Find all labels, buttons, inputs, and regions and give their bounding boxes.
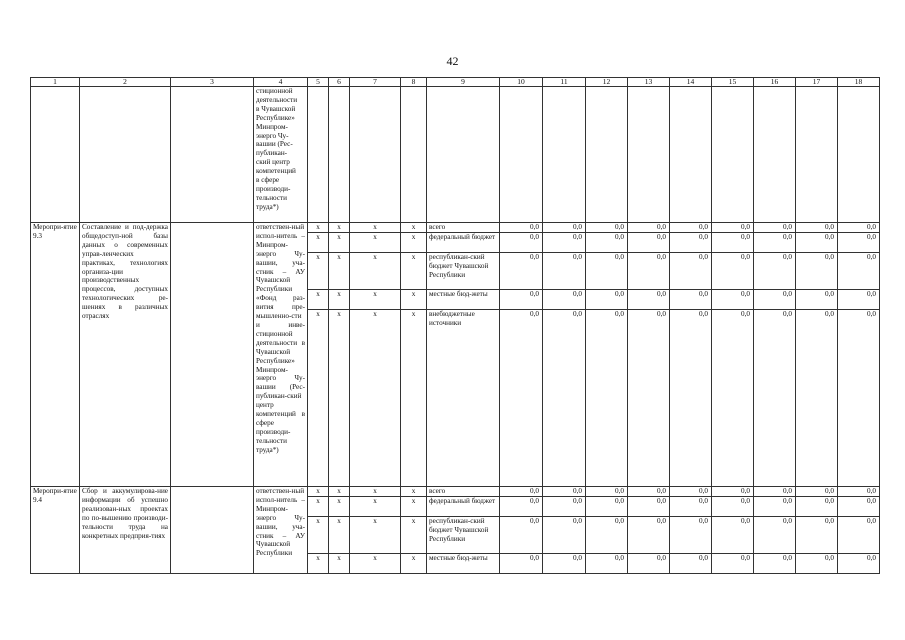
header-col-3: 3 [171,78,254,87]
amount-cell: 0,0 [838,487,880,497]
amount-cell: 0,0 [543,517,586,554]
header-col-10: 10 [500,78,543,87]
amount-cell: 0,0 [500,233,543,253]
x-mark: x [329,223,350,233]
funding-source: местные бюд-жеты [427,554,500,574]
amount-cell: 0,0 [543,487,586,497]
measure-col3 [171,223,254,487]
x-mark: x [350,253,401,290]
funding-source: федеральный бюджет [427,497,500,517]
amount-cell: 0,0 [500,253,543,290]
x-mark: x [308,233,329,253]
x-mark: x [350,223,401,233]
amount-cell: 0,0 [712,497,754,517]
executor-line: стиционной [256,87,293,95]
amount-cell: 0,0 [586,233,628,253]
amount-cell: 0,0 [712,517,754,554]
amount-cell: 0,0 [586,223,628,233]
amount-cell: 0,0 [754,290,796,310]
header-col-18: 18 [838,78,880,87]
header-col-8: 8 [401,78,427,87]
amount-cell: 0,0 [838,310,880,487]
header-col-14: 14 [670,78,712,87]
x-mark: x [401,310,427,487]
x-mark: x [350,310,401,487]
measure-title: Составление и под-держка общедоступ-ной базы данных о современных управ-ленческих практиках, технологиях организа-ции производственных процессов, доступных технологических ре-шениях в различных отраслях [80,223,171,487]
amount-cell: 0,0 [754,497,796,517]
executor-line: тельности [256,193,287,202]
x-mark: x [329,310,350,487]
measure-col3 [171,487,254,574]
page-number: 42 [446,54,459,68]
amount-cell: 0,0 [670,290,712,310]
amount-cell: 0,0 [500,310,543,487]
header-col-1: 1 [31,78,80,87]
x-mark: x [329,487,350,497]
cont-col3 [171,87,254,223]
amount-cell: 0,0 [500,290,543,310]
header-row [31,78,880,87]
cont-col2 [80,87,171,223]
x-mark: x [329,517,350,554]
amount-cell: 0,0 [628,487,670,497]
amount-cell: 0,0 [670,223,712,233]
amount-cell: 0,0 [838,517,880,554]
amount-cell: 0,0 [796,310,838,487]
x-mark: x [401,554,427,574]
amount-cell: 0,0 [838,223,880,233]
amount-cell: 0,0 [712,223,754,233]
x-mark: x [401,497,427,517]
x-mark: x [401,233,427,253]
x-mark: x [350,233,401,253]
x-mark: x [401,253,427,290]
amount-cell: 0,0 [712,310,754,487]
amount-cell: 0,0 [796,497,838,517]
amount-cell: 0,0 [796,517,838,554]
funding-source: всего [427,487,500,497]
funding-source: всего [427,223,500,233]
amount-cell: 0,0 [670,233,712,253]
x-mark: x [350,554,401,574]
x-mark: x [329,233,350,253]
amount-cell: 0,0 [670,310,712,487]
x-mark: x [350,487,401,497]
amount-cell: 0,0 [500,223,543,233]
amount-cell: 0,0 [796,223,838,233]
amount-cell: 0,0 [754,487,796,497]
header-col-11: 11 [543,78,586,87]
header-col-7: 7 [350,78,401,87]
funding-source: внебюджетные источники [427,310,500,487]
funding-source: республикан-ский бюджет Чувашской Республики [427,253,500,290]
continuation-row [31,87,880,223]
amount-cell: 0,0 [500,487,543,497]
measure-id: Меропри-ятие 9.3 [31,223,80,487]
x-mark: x [350,290,401,310]
x-mark: x [329,253,350,290]
x-mark: x [308,554,329,574]
header-col-9: 9 [427,78,500,87]
amount-cell: 0,0 [586,253,628,290]
amount-cell: 0,0 [628,554,670,574]
amount-cell: 0,0 [712,290,754,310]
amount-cell: 0,0 [670,253,712,290]
amount-cell: 0,0 [712,233,754,253]
x-mark: x [401,487,427,497]
amount-cell: 0,0 [838,497,880,517]
amount-cell: 0,0 [543,497,586,517]
amount-cell: 0,0 [500,517,543,554]
executor-line: труда*) [256,202,279,211]
funding-source: федеральный бюджет [427,233,500,253]
executor-line: энерго Чу- [256,131,289,140]
amount-cell: 0,0 [586,517,628,554]
executor-line: Минпром- [256,122,288,131]
x-mark: x [308,290,329,310]
amount-cell: 0,0 [543,223,586,233]
amount-cell: 0,0 [628,253,670,290]
header-col-6: 6 [329,78,350,87]
funding-source: местные бюд-жеты [427,290,500,310]
amount-cell: 0,0 [586,554,628,574]
executor-line: деятельности [256,95,298,104]
amount-cell: 0,0 [628,223,670,233]
x-mark: x [350,497,401,517]
funding-source: республикан-ский бюджет Чувашской Республики [427,517,500,554]
amount-cell: 0,0 [628,517,670,554]
executor-line: публикан- [256,149,288,158]
amount-cell: 0,0 [670,554,712,574]
cont-col1 [31,87,80,223]
x-mark: x [350,517,401,554]
amount-cell: 0,0 [628,233,670,253]
amount-cell: 0,0 [670,487,712,497]
executor-line: производи- [256,184,291,193]
amount-cell: 0,0 [543,554,586,574]
measure-9-3 [31,223,880,487]
header-col-15: 15 [712,78,754,87]
amount-cell: 0,0 [796,554,838,574]
amount-cell: 0,0 [543,253,586,290]
amount-cell: 0,0 [586,497,628,517]
amount-cell: 0,0 [838,233,880,253]
executor-line: Республике» [256,113,295,122]
cont-executor [254,87,308,223]
amount-cell: 0,0 [754,223,796,233]
amount-cell: 0,0 [712,253,754,290]
amount-cell: 0,0 [838,290,880,310]
header-col-17: 17 [796,78,838,87]
table-row [31,223,880,233]
measure-executor: ответствен-ный испол-нитель – Минпром-энерго Чу-вашии, уча-стник – АУ Чувашской Республики «Фонд раз-вития пре-мышленно-сти и инве-стиционной деятельности в Чувашской Республике» Минпром-энерго Чу-вашии (Рес-публикан-ский центр компетенций в сфере производи-тельности труда*) [254,223,308,487]
header-col-12: 12 [586,78,628,87]
measure-9-4 [31,487,880,574]
executor-line: компетенций [256,167,296,176]
amount-cell: 0,0 [796,253,838,290]
amount-cell: 0,0 [754,233,796,253]
header-col-2: 2 [80,78,171,87]
x-mark: x [329,554,350,574]
amount-cell: 0,0 [838,253,880,290]
measure-title: Сбор и аккумулирова-ние информации об успешно реализован-ных проектах по по-вышению производи-тельности труда на конкретных предприя-тиях [80,487,171,574]
amount-cell: 0,0 [500,497,543,517]
amount-cell: 0,0 [500,554,543,574]
table-row [31,487,880,497]
x-mark: x [329,290,350,310]
amount-cell: 0,0 [628,290,670,310]
executor-line: ский центр [256,158,290,167]
x-mark: x [308,487,329,497]
amount-cell: 0,0 [586,310,628,487]
amount-cell: 0,0 [586,290,628,310]
measure-executor: ответствен-ный испол-нитель – Минпром-энерго Чу-вашии, уча-стник – АУ Чувашской Республики [254,487,308,574]
amount-cell: 0,0 [754,554,796,574]
amount-cell: 0,0 [543,290,586,310]
x-mark: x [308,223,329,233]
executor-line: в сфере [256,176,280,185]
amount-cell: 0,0 [543,310,586,487]
amount-cell: 0,0 [670,497,712,517]
amount-cell: 0,0 [796,487,838,497]
amount-cell: 0,0 [838,554,880,574]
amount-cell: 0,0 [628,497,670,517]
x-mark: x [308,253,329,290]
executor-line: в Чувашской [256,104,296,113]
x-mark: x [308,310,329,487]
amount-cell: 0,0 [712,554,754,574]
amount-cell: 0,0 [796,290,838,310]
x-mark: x [308,497,329,517]
measure-id: Меропри-ятие 9.4 [31,487,80,574]
executor-line: вашии (Рес- [256,140,293,149]
budget-table [30,77,880,574]
amount-cell: 0,0 [628,310,670,487]
header-col-4: 4 [254,78,308,87]
header-col-5: 5 [308,78,329,87]
x-mark: x [401,223,427,233]
amount-cell: 0,0 [543,233,586,253]
amount-cell: 0,0 [796,233,838,253]
x-mark: x [401,517,427,554]
amount-cell: 0,0 [754,253,796,290]
amount-cell: 0,0 [712,487,754,497]
x-mark: x [308,517,329,554]
x-mark: x [329,497,350,517]
header-col-16: 16 [754,78,796,87]
amount-cell: 0,0 [586,487,628,497]
amount-cell: 0,0 [754,517,796,554]
amount-cell: 0,0 [670,517,712,554]
amount-cell: 0,0 [754,310,796,487]
header-col-13: 13 [628,78,670,87]
x-mark: x [401,290,427,310]
